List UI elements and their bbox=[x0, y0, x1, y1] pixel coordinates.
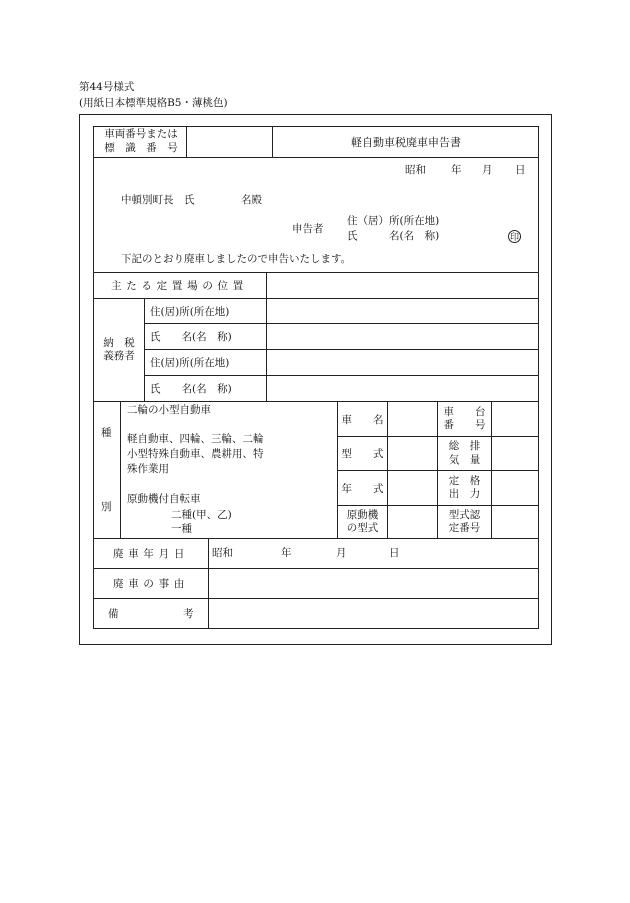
scrap-date-label: 廃車年月日 bbox=[112, 548, 190, 560]
taxpayer-name-label-1: 氏 名(名 称) bbox=[150, 331, 232, 343]
type-certification-label: 型式認 定番号 bbox=[448, 508, 481, 534]
vehicle-number-label: 車両番号または 標 識 番 号 bbox=[104, 128, 178, 154]
scrap-date-month-label: 月 bbox=[336, 547, 347, 559]
addressee-office: 中頓別町長 bbox=[121, 194, 174, 206]
engine-model-input[interactable] bbox=[388, 506, 437, 538]
chassis-number-input[interactable] bbox=[492, 402, 539, 436]
form-number: 第44号様式 bbox=[79, 81, 135, 93]
taxpayer-group-label: 納 税 義務者 bbox=[103, 336, 135, 362]
year-model-input[interactable] bbox=[388, 471, 437, 505]
car-name-input[interactable] bbox=[388, 402, 437, 436]
taxpayer-address-input-2[interactable] bbox=[267, 350, 539, 375]
category-line-7: 一種 bbox=[171, 523, 192, 535]
type-certification-input[interactable] bbox=[492, 506, 539, 538]
taxpayer-name-input-2[interactable] bbox=[267, 376, 539, 401]
declarant-label: 申告者 bbox=[292, 223, 324, 235]
year-model-label: 年 式 bbox=[341, 482, 384, 495]
scrap-date-day-label: 日 bbox=[389, 547, 400, 559]
displacement-label: 総 排 気 量 bbox=[448, 440, 481, 466]
category-line-2: 軽自動車、四輪、三輪、二輪 bbox=[127, 433, 264, 445]
category-label-bottom: 別 bbox=[101, 501, 112, 513]
scrap-date-era: 昭和 bbox=[212, 547, 233, 559]
location-label: 主たる定置場の位置 bbox=[110, 279, 249, 292]
scrap-reason-label: 廃車の事由 bbox=[112, 578, 190, 590]
category-line-3: 小型特殊自動車、農耕用、特 bbox=[127, 448, 264, 460]
car-name-label: 車 名 bbox=[341, 413, 384, 426]
taxpayer-address-label-1: 住(居)所(所在地) bbox=[150, 305, 230, 318]
paper-spec: (用紙日本標準規格B5・薄桃色) bbox=[79, 97, 228, 109]
rated-output-label: 定 格 出 力 bbox=[448, 474, 481, 500]
taxpayer-name-label-2: 氏 名(名 称) bbox=[150, 383, 232, 395]
remarks-input[interactable] bbox=[209, 599, 539, 628]
rated-output-input[interactable] bbox=[492, 471, 539, 505]
category-label-top: 種 bbox=[101, 427, 112, 439]
taxpayer-name-input-1[interactable] bbox=[267, 324, 539, 349]
taxpayer-address-label-2: 住(居)所(所在地) bbox=[150, 357, 230, 369]
date-era: 昭和 bbox=[405, 164, 426, 176]
date-month-label: 月 bbox=[482, 164, 493, 176]
seal-icon: 印 bbox=[508, 230, 521, 243]
category-line-4: 殊作業用 bbox=[127, 463, 169, 475]
remarks-label-1: 備 bbox=[108, 608, 119, 620]
category-line-5: 原動機付自転車 bbox=[127, 493, 201, 505]
vehicle-number-input[interactable] bbox=[187, 127, 271, 156]
engine-model-label: 原動機 の型式 bbox=[346, 508, 379, 534]
form-title: 軽自動車税廃車申告書 bbox=[351, 135, 461, 149]
addressee-honorific-2: 名殿 bbox=[241, 194, 262, 206]
remarks-label-2: 考 bbox=[183, 608, 194, 620]
scrap-date-year-label: 年 bbox=[281, 547, 292, 559]
statement-text: 下記のとおり廃車しましたので申告いたします。 bbox=[121, 253, 352, 265]
declarant-name-label: 氏 名(名 称) bbox=[347, 230, 440, 242]
date-day-label: 日 bbox=[515, 164, 526, 176]
date-year-label: 年 bbox=[451, 164, 462, 176]
declarant-address-label: 住（居）所(所在地) bbox=[347, 215, 440, 227]
scrap-reason-input[interactable] bbox=[209, 569, 539, 598]
displacement-input[interactable] bbox=[492, 437, 539, 470]
category-line-1: 二輪の小型自動車 bbox=[127, 404, 211, 416]
model-label: 型 式 bbox=[341, 448, 384, 460]
category-line-6: 二種(甲、乙) bbox=[171, 509, 232, 521]
addressee-honorific-1: 氏 bbox=[184, 194, 195, 206]
model-input[interactable] bbox=[388, 437, 437, 470]
taxpayer-address-input-1[interactable] bbox=[267, 299, 539, 323]
chassis-number-label: 車 台 番 号 bbox=[443, 405, 486, 431]
location-input[interactable] bbox=[267, 273, 539, 297]
